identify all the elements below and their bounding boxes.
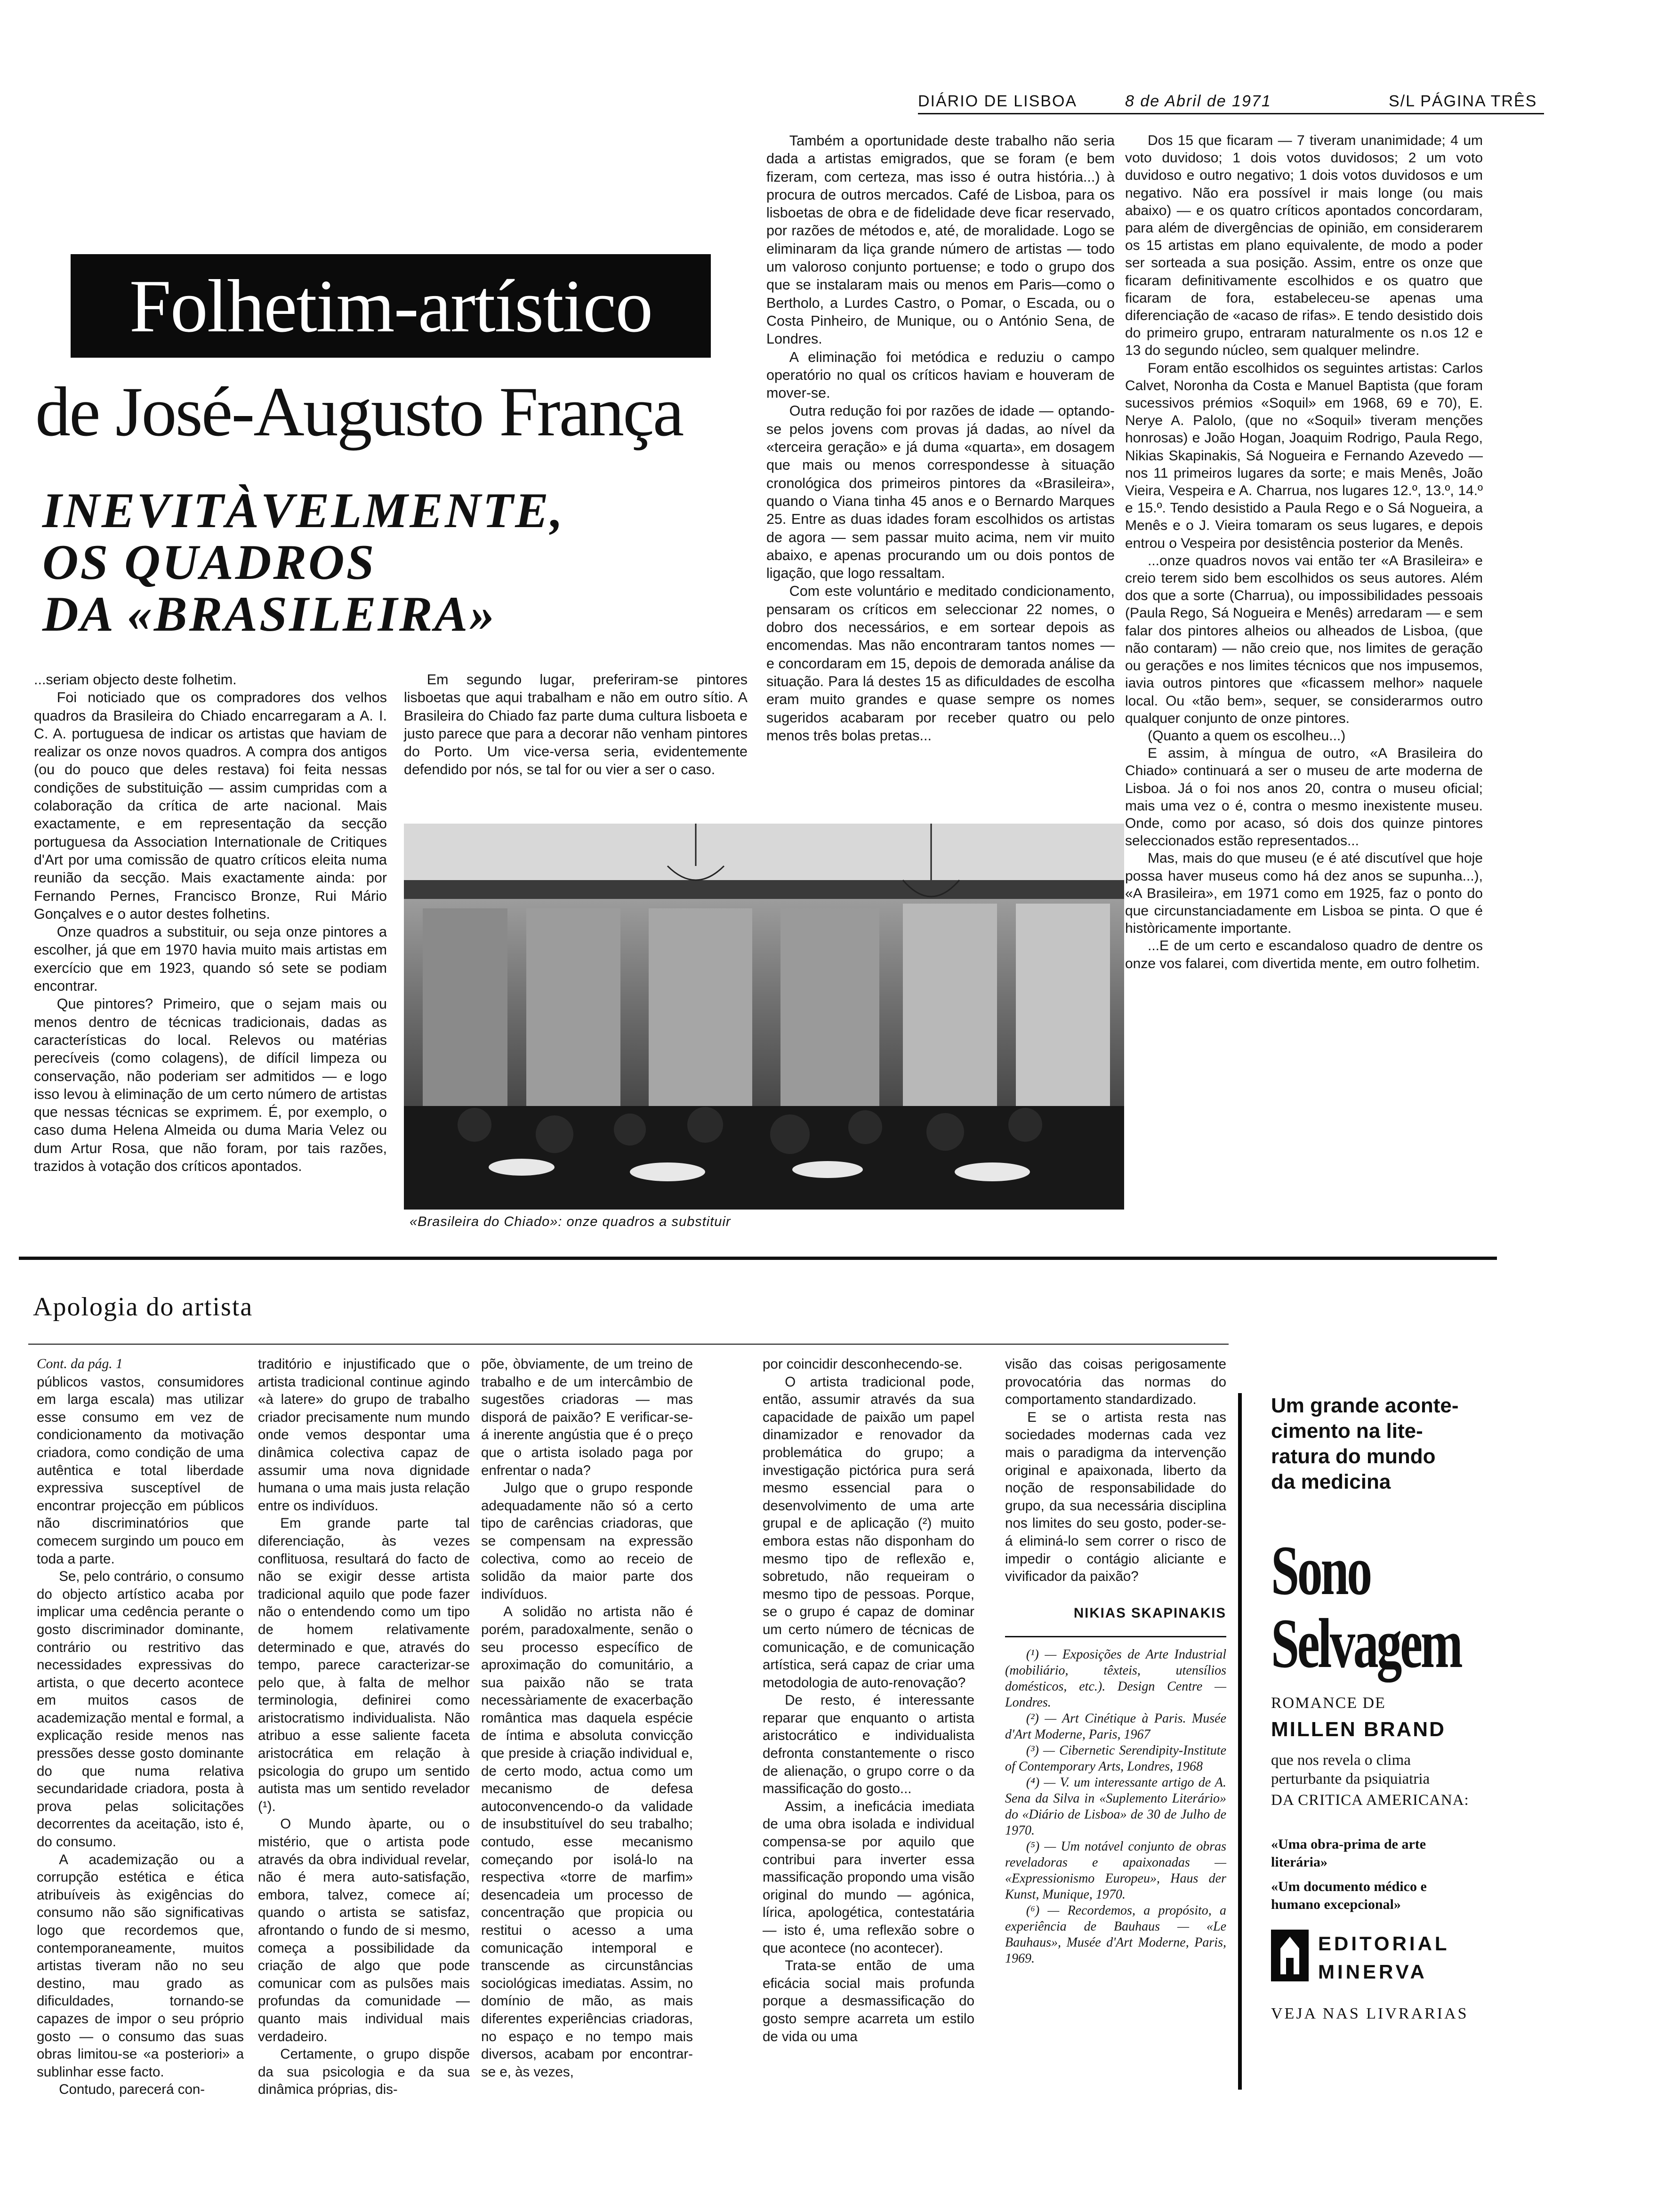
advert-border [1238, 1393, 1242, 2090]
paragraph: ...onze quadros novos vai então ter «A Brasileira» e creio terem sido bem escolhidos os seus autores. Além dos que a sorte (Charrua), ou impossibilidades pessoais (Paula Rego, Sá Nogueira e Menês) arredaram — e sem falar dos pintores alheios ou alheados de Lisboa, (que não contaram) — não creio que, nos limites de geração ou gerações e nos limites técnicos que nos impusemos, iavia outros pintores que «ficassem melhor» naquele local. Ou «tão bem», sequer, se considerarmos outro qualquer conjunto de onze pintores. [1125, 553, 1483, 726]
publisher-line: MINERVA [1318, 1961, 1427, 1983]
masthead-rule [918, 113, 1544, 114]
tagline-line: ratura do mundo [1271, 1445, 1436, 1468]
paragraph: públicos vastos, consumidores em larga escala) mas utilizar esse consumo em vez de condicionamento da motivação criadora, como condição de uma autêntica e total liberdade expressiva susceptível de encontrar projecção em públicos não discriminatórios que comecem surgindo um pouco em toda a parte. [37, 1374, 244, 1567]
paragraph: Dos 15 que ficaram — 7 tiveram unanimidade; 4 um voto duvidoso; 1 dois votos duvidosos; 2 um voto duvidoso e outro negativo; 1 dois votos duvidosos e um negativo. Não era possível ir mais longe (ou mais abaixo) — e os quatro críticos apontados concordaram, para além de divergências de opinião, em considerarem os 15 artistas em plano equivalente, de modo a poder ser sorteada a sua posição. Assim, entre os onze que ficaram definitivamente escolhidos e os quatro que ficaram de fora, estabeleceu-se apenas uma diferenciação de «acaso de rifas». E tendo desistido dois do primeiro grupo, entraram naturalmente os n.os 12 e 13 do segundo núcleo, sem qualquer melindre. [1125, 133, 1483, 359]
paragraph: Também a oportunidade deste trabalho não seria dada a artistas emigrados, que se foram (e bem fizeram, com certeza, mas isso é outra história...) à procura de outros mercados. Café de Lisboa, para os lisboetas de obra e de fidelidade deve ficar reservado, por razões de métodos e, até, de moralidade. Logo se eliminaram da liça grande número de artistas — todo um valoroso conjunto portuense; e todo o grupo dos que se instalaram mais ou menos em Paris—como o Bertholo, a Lurdes Castro, o Pomar, o Escada, ou o Costa Pinheiro, de Munique, ou o António Sena, de Londres. [766, 133, 1115, 347]
paragraph: Contudo, parecerá con- [59, 2082, 205, 2098]
apologia-column-5 [1005, 1355, 1226, 1967]
paragraph: traditório e injustificado que o artista tradicional continue agindo «à latere» do grupo de trabalho criador precisamente num mundo onde vemos despontar uma dinâmica colectiva capaz de assumir uma nova dignidade humana o uma mais justa relação entre os indivíduos. [258, 1356, 470, 1514]
publisher-line: EDITORIAL [1318, 1932, 1450, 1955]
apologia-column-4 [763, 1355, 974, 2045]
paragraph: Onze quadros a substituir, ou seja onze pintores a escolher, já que em 1970 havia muito mais artistas em exercício que em 1923, quando só sete se podiam encontrar. [34, 924, 387, 994]
paragraph: De resto, é interessante reparar que enquanto o artista aristocrático e individualista defronta constantemente o risco de alienação, o grupo corre o da massificação do gosto... [763, 1692, 974, 1797]
feature-column-2 [404, 671, 748, 779]
cafe-interior-illustration [404, 824, 1124, 1210]
footnote: (³) — Cibernetic Serendipity-Institute of Contemporary Arts, Londres, 1968 [1005, 1743, 1226, 1774]
byline [35, 373, 741, 452]
byline-text: de José-Augusto França [35, 373, 683, 451]
book-title-line: Sono [1271, 1531, 1370, 1610]
headline-line-1: INEVITÀVELMENTE, [42, 483, 565, 538]
feature-column-3 [766, 132, 1115, 745]
photo-caption: «Brasileira do Chiado»: onze quadros a substituir [410, 1214, 731, 1229]
issue-date: 8 de Abril de 1971 [1125, 92, 1271, 110]
footnote-rule [1005, 1636, 1226, 1637]
paragraph: Certamente, o grupo dispõe da sua psicologia e da sua dinâmica próprias, dis- [258, 2046, 470, 2098]
paragraph: Trata-se então de uma eficácia social mais profunda porque a desmassificação do gosto sempre acarreta um estilo de vida ou uma [763, 1958, 974, 2044]
paragraph: Outra redução foi por razões de idade — optando-se pelos jovens com provas já dadas, ao nível da «terceira geração» e já duma «quarta», em dosagem que mais ou menos correspondesse à situação cronológica dos primeiros pintores da «Brasileira», quando o Viana tinha 45 anos e o Bernardo Marques 25. Entre as duas idades foram escolhidos os artistas de agora — sem passar muito acima, nem vir muito abaixo, e apenas procurando um ou dois pontos de ligação, que logo ressaltam. [766, 403, 1115, 582]
article-headline [42, 485, 720, 640]
apologia-column-3 [481, 1355, 693, 2081]
paragraph: Julgo que o grupo responde adequadamente não só a certo tipo de carências criadoras, que se compensam na expressão colectiva, como ao receio de solidão da maior parte dos indivíduos. [481, 1480, 693, 1602]
feature-column-4 [1125, 132, 1483, 972]
paragraph: Foi noticiado que os compradores dos velhos quadros da Brasileira do Chiado encarregaram a A. I. C. A. portuguesa de indicar os artistas que haviam de realizar os onze novos quadros. A compra dos antigos (ou do pouco que deles restava) foi feita nessas condições de substituição — assim cumpridas com a colaboração da crítica de arte nacional. Mais exactamente, e em representação da secção portuguesa da Association Internationale de Critiques d'Art por uma comissão de quatro críticos eleita numa reunião da secção. Mais exactamente ainda: por Fernando Pernes, Francisco Bronze, Rui Mário Gonçalves e o autor destes folhetins. [34, 689, 387, 922]
book-title-line: Selvagem [1271, 1604, 1461, 1683]
masthead [918, 92, 1624, 116]
advert-critica: DA CRITICA AMERICANA: [1271, 1792, 1469, 1809]
paragraph: O Mundo àparte, ou o mistério, que o artista pode através da obra individual revelar, não é mera auto-satisfação, embora, talvez, comece aí; quando o artista se satisfaz, afrontando o fundo de si mesmo, começa a possibilidade da criação de algo que pode comunicar com as pulsões mais profundas da comunidade — quanto mais individual mais verdadeiro. [258, 1816, 470, 2044]
footnote: (⁵) — Um notável conjunto de obras reveladoras e apaixonadas — «Expressionismo Europeu», Haus der Kunst, Munique, 1970. [1005, 1839, 1226, 1902]
paragraph: E se o artista resta nas sociedades modernas cada vez mais o paradigma da intervenção original e apaixonada, liberto da noção de responsabilidade do grupo, da sua necessária disciplina nos limites do seu gosto, poder-se-á eliminá-lo sem correr o risco de impedir o contágio aliciante e vivificador da paixão? [1005, 1409, 1226, 1585]
apologia-title: Apologia do artista [33, 1292, 253, 1322]
section-banner [71, 254, 711, 358]
headline-line-2: OS QUADROS [42, 535, 376, 590]
book-title [1271, 1531, 1481, 1683]
paragraph: Mas, mais do que museu (e é até discutível que hoje possa haver museus como há dez anos se supunha...), «A Brasileira», em 1971 como em 1925, faz o ponto do que circunstanciadamente em Lisboa se pinta. O que é històricamente importante. [1125, 850, 1483, 937]
paragraph: Em segundo lugar, preferiram-se pintores lisboetas que aqui trabalham e não em outro sítio. A Brasileira do Chiado faz parte duma cultura lisboeta e justo parece que para a decorar não venham pintores do Porto. Um vice-versa seria, evidentemente defendido por nós, se tal for ou vier a ser o caso. [404, 672, 748, 778]
section-divider [19, 1257, 1497, 1260]
paragraph: Se, pelo contrário, o consumo do objecto artístico acaba por implicar uma cedência perante o gosto discriminador dominante, contrário ou restritivo das necessidades expressivas do artista, o que decerto acontece em muitos casos de academização mental e formal, a explicação reside menos nas pressões desse gosto dominante do que numa relativa secundaridade criadora, posta à prova pelas solicitações decorrentes da aceitação, isto é, do consumo. [37, 1569, 244, 1850]
footnote: (⁴) — V. um interessante artigo de A. Sena da Silva in «Suplemento Literário» do «Diário de Lisboa» de 30 de Julho de 1970. [1005, 1775, 1226, 1838]
paragraph: A solidão no artista não é porém, paradoxalmente, senão o seu processo específico de aproximação do comunitário, a sua paixão não se trata necessàriamente de exacerbação romântica mas daquela espécie de íntima e absoluta convicção que preside à criação individual e, de certo modo, actua como um mecanismo de defesa autoconvencendo-o da validade de insubstituível do seu trabalho; contudo, esse mecanismo começando por isolá-lo na respectiva «torre de marfim» desencadeia um processo de concentração que propicia ou restitui o acesso a uma comunicação intemporal e transcende as circunstâncias sociológicas imediatas. Assim, no domínio de mão, as mais diferentes experiências criadoras, no espaço e no tempo mais diversos, acabam por encontrar-se e, às vezes, [481, 1604, 693, 2080]
advert-footer: VEJA NAS LIVRARIAS [1271, 2005, 1469, 2022]
footnotes [1005, 1647, 1226, 1967]
author-signature: NIKIAS SKAPINAKIS [1073, 1605, 1226, 1621]
paragraph: ...E de um certo e escandaloso quadro de dentre os onze vos falarei, com divertida mente, em outro folhetim. [1125, 938, 1483, 971]
advert-tagline [1271, 1393, 1497, 1495]
paragraph: E assim, à míngua de outro, «A Brasileira do Chiado» continuará a ser o museu de arte moderna de Lisboa. Já o foi nos anos 20, contra o museu oficial; mais uma vez o é, contra o mesmo inexistente museu. Onde, como por acaso, só dois dos quinze pintores seleccionados estão representados... [1125, 745, 1483, 849]
paragraph: O artista tradicional pode, então, assumir através da sua capacidade de paixão um papel dinamizador e renovador da problemática do grupo; a investigação pictórica pura será mesmo essencial para o desenvolvimento de uma arte grupal e de aplicação (²) muito embora estas não disponham do mesmo tipo de reflexão e, sobretudo, não requeiram o mesmo tipo de pessoas. Porque, se o grupo é capaz de dominar um certo número de técnicas de comunicação, e de comunicação artística, será capaz de criar uma metodologia de auto-renovação? [763, 1374, 974, 1691]
publisher-name [1318, 1930, 1450, 1986]
paragraph: Em grande parte tal diferenciação, às vezes conflituosa, resultará do facto de não se exigir desse artista tradicional aquilo que pode fazer não o entendendo como um tipo de homem relativamente determinado e que, através do tempo, parece caracterizar-se pelo que, à falta de melhor terminologia, definirei como aristocratismo individualista. Não atribuo a esse saliente faceta aristocrática em relação à psicologia do grupo um sentido autista mas um sentido revelador (¹). [258, 1515, 470, 1814]
paragraph: Que pintores? Primeiro, que o sejam mais ou menos dentro de técnicas tradicionais, dadas as características do local. Relevos ou matérias perecíveis (como colagens), de difícil limpeza ou conservação, não poderiam ser admitidos — e logo isso levou à eliminação de um certo número de artistas que nessas técnicas se exprimem. É, por exemplo, o caso duma Helena Almeida ou duma Maria Velez ou dum Artur Rosa, que não foram, por tais razões, trazidos à votação dos críticos apontados. [34, 996, 387, 1175]
footnote: (²) — Art Cinétique à Paris. Musée d'Art Moderne, Paris, 1967 [1005, 1711, 1226, 1742]
feature-column-1 [34, 671, 387, 1175]
advert-romance: ROMANCE DE [1271, 1694, 1386, 1712]
paper-name: DIÁRIO DE LISBOA [918, 92, 1078, 110]
paragraph: Assim, a ineficácia imediata de uma obra isolada e individual compensa-se por aquilo que contribui para inverter essa massificação propondo uma visão original do mundo — agónica, lírica, apologética, contestatária — isto é, uma reflexão sobre o que acontece (no acontecer). [763, 1798, 974, 1956]
tagline-line: cimento na lite- [1271, 1419, 1423, 1443]
paragraph: põe, òbviamente, de um treino de trabalho e de um intercâmbio de sugestões criadoras — mas disporá de paixão? E verificar-se-á inerente angústia que é o preço que o artista isolado paga por enfrentar o nada? [481, 1356, 693, 1478]
continuation-note: Cont. da pág. 1 [37, 1356, 123, 1371]
page-label: S/L PÁGINA TRÊS [1389, 92, 1537, 110]
paragraph: ...seriam objecto deste folhetim. [34, 672, 237, 688]
banner-title: Folhetim-artístico [129, 264, 652, 348]
footnote: (⁶) — Recordemos, a propósito, a experiência de Bauhaus — «Le Bauhaus», Musée d'Art Moderne, Paris, 1969. [1005, 1903, 1226, 1966]
paragraph: por coincidir desconhecendo-se. [763, 1356, 963, 1372]
headline-line-3: DA «BRASILEIRA» [42, 586, 497, 641]
apologia-column-2 [258, 1355, 470, 2099]
advert-quote-2: «Um documento médico e humano excepcional» [1271, 1879, 1427, 1912]
paragraph: Com este voluntário e meditado condicionamento, pensaram os críticos em seleccionar 22 nomes, o dobro dos necessários, e em sortear depois as encomendas. Mas não encontraram tantos nomes — e concordaram em 15, depois de demorada análise da situação. Para lá destes 15 as dificuldades de escolha eram muito grandes e quase sempre os nomes sugeridos acabaram por receber quatro ou pelo menos três bolas pretas... [766, 583, 1115, 744]
paragraph: Foram então escolhidos os seguintes artistas: Carlos Calvet, Noronha da Costa e Manuel Baptista (que foram sucessivos prémios «Soquil» em 1968, 69 e 70), E. Nerye A. Palolo, (que no «Soquil» tiveram menções honrosas) e João Hogan, Joaquim Rodrigo, Paula Rego, Nikias Skapinakis, Sá Nogueira e Fernando Azevedo — nos 11 primeiros lugares da sorte; e mais Menês, João Vieira, Vespeira e A. Charrua, nos lugares 12.º, 13.º, 14.º e 15.º. Tendo desistido a Paula Rego e o Sá Nogueira, a Menês e o J. Vieira tomaram os seus lugares, e depois entrou o Vespeira por desistência posterior da Menês. [1125, 360, 1483, 551]
apologia-column-1 [37, 1355, 244, 2099]
paragraph: A eliminação foi metódica e reduziu o campo operatório no qual os críticos haviam e houveram de mover-se. [766, 349, 1115, 401]
publisher-logo-icon [1271, 1930, 1309, 1981]
advert-quote-1: «Uma obra-prima de arte literária» [1271, 1836, 1426, 1870]
brasileira-photo [404, 824, 1124, 1210]
tagline-line: da medicina [1271, 1470, 1391, 1493]
tagline-line: Um grande aconte- [1271, 1394, 1459, 1417]
footnote: (¹) — Exposições de Arte Industrial (mobiliário, têxteis, utensílios domésticos, etc.). Design Centre — Londres. [1005, 1647, 1226, 1710]
advert-author: MILLEN BRAND [1271, 1718, 1446, 1741]
paragraph: visão das coisas perigosamente provocatória das normas do comportamento standardizado. [1005, 1356, 1226, 1408]
paragraph: (Quanto a quem os escolheu...) [1148, 728, 1346, 744]
advert-blurb: que nos revela o clima perturbante da psiquiatria [1271, 1752, 1430, 1787]
apologia-rule [28, 1344, 1229, 1345]
book-advert [1238, 1393, 1497, 2099]
paragraph: A academização ou a corrupção estética e ética atribuíveis às exigências do consumo não são significativas logo que recordemos que, contemporaneamente, muitos artistas tiveram não no seu destino, mau grado as dificuldades, tornando-se capazes de impor o seu próprio gosto — o consumo das suas obras limitou-se «a posteriori» a sublinhar esse facto. [37, 1851, 244, 2080]
